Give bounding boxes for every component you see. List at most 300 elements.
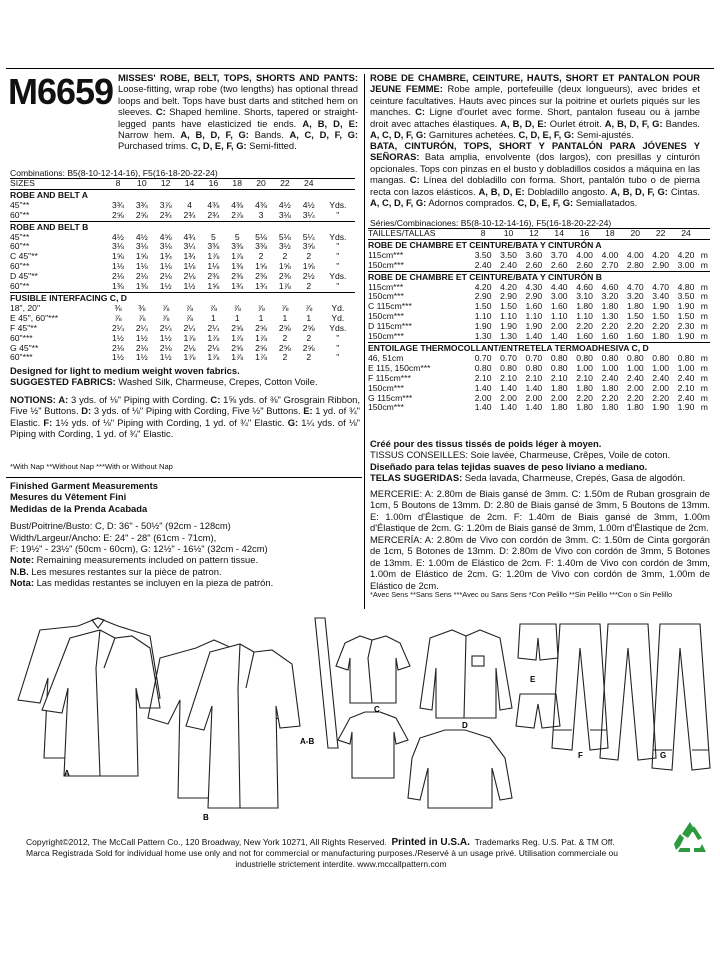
value-cell: m [700, 362, 708, 373]
row-label-cell: 115cm*** [368, 281, 404, 292]
value-cell: 1⅞ [207, 251, 220, 262]
spanish-notions: MERCERÍA: A: 2.80m de Vivo con cordón de 3mm. C: 1.50m de Cinta gorgorán de 1cm, 5 Botones de 13mm. D: 2.80m de Vivo con cordón de 3mm, 5 Botones de 13mm. E: 1.00m de Elástico de 2cm. F: 1.40m de Vivo con cordón de 3mm, 1.00m de Elástico de 2cm. G: 1.20m de Vivo con cordón de 3mm, 1.00m de Elástico de 2cm. [370, 534, 710, 591]
french-notions: MERCERIE: A: 2.80m de Biais gansé de 3mm. C: 1.50m de Ruban grosgrain de 1cm, 5 Boutons de 13mm. D: 2.80 de Biais gansé de 3mm, 5 Boutons de 13mm. E: 1.00m d'Élastique de 2cm. F: 1.40m de Biais gansé de 3mm, 1.00m d'Élastique de 2cm. G: 1.20m de Biais gansé de 3mm, 1.00m d'Élastique de 2cm. [370, 488, 710, 534]
size-header-cell: 10 [496, 229, 521, 240]
es_desc-text-0: Bata amplia, envolvente (dos largos), con presillas y cinturón opcionales. Tops con pinzas en el busto y dobladillos cosidos a máquina en las mangas. [370, 151, 700, 186]
fr_desc-bold-0: ROBE DE CHAMBRE, CEINTURE, HAUTS, SHORT ET PANTALON POUR JEUNE FEMME: [370, 72, 700, 95]
value-cell: 2¾ [207, 209, 220, 220]
view-label-g: G [660, 751, 667, 760]
row-label-cell: 150cm*** [368, 259, 404, 270]
value-cell: 4.20 [474, 281, 492, 292]
value-cell: " [336, 281, 340, 292]
row-label-cell: 18", 20" [10, 302, 40, 313]
value-cell: 1.80 [550, 382, 568, 393]
value-cell: " [336, 332, 340, 343]
row-label-cell: 45"** [10, 199, 30, 210]
row-label-cell: 60"** [10, 281, 30, 292]
value-cell: 2.40 [601, 372, 619, 383]
size-header-cell: 22 [273, 179, 297, 190]
row-label-cell: F 115cm*** [368, 372, 411, 383]
row-label-cell: G 45"** [10, 342, 39, 353]
value-cell: ⅞ [257, 302, 265, 313]
en_desc-bold-4: A, C, D, F, G: [289, 129, 359, 141]
value-cell: 1.60 [525, 301, 543, 312]
value-cell: 2⅝ [231, 322, 244, 333]
value-cell: 5⅛ [278, 231, 291, 242]
value-cell: 3.20 [626, 291, 644, 302]
value-cell: 2⅛ [159, 271, 172, 282]
value-cell: ⅞ [138, 312, 146, 323]
value-cell: " [336, 352, 340, 363]
top-c-back-drawing [338, 712, 408, 778]
value-cell: 1.10 [576, 311, 593, 322]
value-cell: 2⅝ [278, 342, 291, 353]
value-cell: 4 [187, 199, 192, 210]
value-cell: 1⅝ [112, 251, 124, 262]
en_notions-bold-4: F: [43, 416, 53, 428]
value-cell: 1.80 [576, 301, 593, 312]
fr_desc-text-0: Robe ample, portefeuille (deux longueurs), avec brides et ceinture facultatives. Hauts avec pinces sur la poitrine et ourlets piqués sur les manches. [370, 83, 700, 118]
value-cell: 3.50 [677, 291, 695, 302]
value-cell: 5⅛ [255, 231, 268, 242]
fr-designed-for: Créé pour des tissus tissés de poids léger à moyen. [370, 438, 602, 449]
value-cell: 1.50 [652, 311, 670, 322]
fgm-line: Width/Largeur/Ancho: E: 24" - 28" (61cm - 71cm), [10, 531, 217, 543]
value-cell: 1.60 [550, 301, 568, 312]
value-cell: m [700, 281, 708, 292]
value-cell: 3.10 [576, 291, 593, 302]
english-combinations: Combinations: B5(8-10-12-14-16), F5(16-18-20-22-24) [10, 168, 218, 178]
row-label-cell: 46, 51cm [368, 352, 404, 363]
en_notions-text-1: 1⅝ yds. of ⅜" Grosgrain Ribbon, Five ½" Buttons. [10, 394, 360, 417]
value-cell: 1¾ [255, 281, 268, 292]
value-cell: 3.50 [500, 249, 517, 260]
value-cell: 2⅝ [302, 322, 315, 333]
value-cell: 2.20 [601, 392, 619, 403]
value-cell: 4.20 [652, 249, 670, 260]
value-cell: 1.80 [576, 402, 593, 413]
value-cell: 3⅛ [112, 241, 124, 252]
fgm-line: Bust/Poitrine/Busto: C, D: 36" - 50½" (92cm - 128cm) [10, 520, 231, 532]
fr_desc-text-2: Ourlet étroit. [546, 117, 605, 129]
value-cell: 4½ [278, 199, 291, 210]
value-cell: 2 [282, 251, 288, 262]
view-label-b: B [203, 813, 209, 822]
value-cell: 1.00 [677, 362, 695, 373]
table-row [10, 211, 355, 221]
value-cell: 2⅜ [255, 271, 268, 282]
fr_desc-bold-2: A, B, D, E: [500, 117, 547, 129]
value-cell: 1⅜ [231, 261, 244, 272]
value-cell: 2.10 [525, 372, 543, 383]
value-cell: 1.10 [525, 311, 543, 322]
value-cell: 1.00 [652, 362, 670, 373]
size-header-cell: 12 [521, 229, 546, 240]
value-cell: 1.90 [652, 301, 670, 312]
row-label-cell: 150cm*** [368, 291, 404, 302]
view-label-f: F [578, 751, 583, 760]
value-cell: 4.70 [626, 281, 644, 292]
table-row [10, 344, 355, 354]
value-cell: 1⅞ [255, 352, 268, 363]
value-cell: 2⅛ [112, 342, 124, 353]
es_desc-bold-2: A, B, D, E: [478, 185, 525, 197]
view-label-e: E [530, 675, 536, 684]
value-cell: ⅜ [114, 302, 122, 313]
value-cell: 2.60 [525, 259, 543, 270]
row-label-cell: 60"** [10, 241, 30, 252]
size-header-row [368, 229, 710, 240]
value-cell: 4⅜ [231, 199, 244, 210]
english-description [118, 72, 358, 152]
value-cell: 0.80 [550, 352, 568, 363]
size-header-cell: 20 [249, 179, 273, 190]
value-cell: 2⅛ [207, 342, 220, 353]
value-cell: m [700, 321, 708, 332]
value-cell: 1½ [112, 352, 124, 363]
en_notions-text-3: 1 yd. of ¾" Elastic. [10, 405, 360, 428]
value-cell: 1⅞ [231, 251, 244, 262]
row-label-cell: 150cm*** [368, 331, 404, 342]
value-cell: 1½ [159, 332, 172, 343]
view-label-c: C [374, 705, 380, 714]
value-cell: ⅞ [281, 302, 289, 313]
table-row [368, 261, 710, 271]
value-cell: 3.70 [550, 249, 568, 260]
size-header-cell: 20 [623, 229, 648, 240]
value-cell: 1.60 [601, 331, 619, 342]
value-cell: 1.40 [474, 402, 492, 413]
size-header-cell: 14 [178, 179, 202, 190]
value-cell: 2 [306, 352, 312, 363]
value-cell: 4.20 [677, 249, 695, 260]
fr_desc-text-1: Ligne d'ourlet avec forme. Short, pantalon fuseau ou à jambe droit avec attaches élastiques. [370, 106, 701, 129]
row-label-cell: 60"** [10, 261, 30, 272]
value-cell: 1.80 [601, 402, 619, 413]
row-label-cell: E 115, 150cm*** [368, 362, 431, 373]
size-header-cell: 8 [470, 229, 495, 240]
value-cell: 0.80 [601, 352, 619, 363]
value-cell: ⅞ [114, 312, 122, 323]
fr_desc-bold-3: A, B, D, F, G: [604, 117, 663, 129]
value-cell: 4½ [112, 231, 124, 242]
value-cell: 1.00 [626, 362, 644, 373]
en_desc-text-5: Semi-fitted. [246, 140, 297, 152]
fr-suggested-fabrics: TISSUS CONSEILLES: Soie lavée, Charmeuse, Crêpes, Voile de coton. [370, 449, 671, 461]
fr_desc-bold-5: C, D, E, F, G: [518, 129, 575, 141]
value-cell: 0.80 [576, 352, 593, 363]
table-row [10, 282, 355, 292]
value-cell: 3.50 [474, 249, 492, 260]
value-cell: 2¼ [207, 322, 220, 333]
value-cell: 2 [282, 332, 288, 343]
value-cell: 1.90 [677, 301, 695, 312]
value-cell: 0.70 [525, 352, 543, 363]
recycle-icon [672, 820, 708, 854]
value-cell: 0.80 [500, 362, 517, 373]
value-cell: 2.00 [525, 392, 543, 403]
table-row [10, 304, 355, 314]
value-cell: 1.80 [652, 331, 670, 342]
value-cell: 2⅜ [207, 271, 220, 282]
value-cell: 1.10 [474, 311, 492, 322]
es_desc-bold-5: C, D, E, F, G: [517, 197, 574, 209]
finished-measurements [10, 480, 360, 589]
en_desc-bold-5: C, D, E, F, G: [190, 140, 247, 152]
table-section-heading [10, 292, 355, 303]
value-cell: 1⅜ [135, 281, 148, 292]
value-cell: ⅞ [162, 312, 170, 323]
value-cell: 2⅝ [231, 342, 244, 353]
value-cell: 1.80 [601, 382, 619, 393]
value-cell: " [336, 251, 340, 262]
value-cell: 1½ [159, 352, 172, 363]
value-cell: 1.40 [525, 382, 543, 393]
en_desc-text-3: Bands. [248, 129, 290, 141]
value-cell: 4¾ [183, 231, 196, 242]
value-cell: m [700, 301, 708, 312]
value-cell: 0.80 [652, 352, 670, 363]
value-cell: 1⅜ [112, 281, 124, 292]
value-cell: 2⅜ [278, 271, 291, 282]
en_notions-text-0: 3 yds. of ⅛" Piping with Cording. [68, 394, 211, 405]
row-label-cell: C 115cm*** [368, 301, 412, 312]
value-cell: 1.00 [576, 362, 593, 373]
value-cell: 0.80 [474, 362, 492, 373]
fgm-line: F: 19½" - 23½" (50cm - 60cm), G: 12½" - 16½" (32cm - 42cm) [10, 543, 268, 555]
size-header-cell: 12 [154, 179, 178, 190]
value-cell: 1⅛ [112, 261, 124, 272]
value-cell: 1.80 [550, 402, 568, 413]
value-cell: m [700, 311, 708, 322]
value-cell: 2.20 [652, 321, 670, 332]
value-cell: 2.20 [626, 321, 644, 332]
en_notions-bold-3: E: [303, 405, 313, 417]
pattern-number: M6659 [8, 71, 114, 112]
note-fr: N.B. Les mesures restantes sur la pièce de patron. [10, 565, 222, 577]
value-cell: ⅞ [162, 302, 170, 313]
value-cell: 1 [282, 312, 288, 323]
row-label-cell: 60"** [10, 209, 30, 220]
size-header-cell: 18 [225, 179, 249, 190]
value-cell: 2.30 [677, 321, 695, 332]
value-cell: m [700, 392, 708, 403]
size-header-cell: 22 [648, 229, 673, 240]
english-divider [6, 477, 362, 478]
value-cell: ⅞ [185, 302, 194, 313]
size-header-cell: 16 [572, 229, 597, 240]
value-cell: 1.90 [652, 402, 670, 413]
value-cell: 1½ [135, 332, 148, 343]
value-cell: 1⅛ [207, 261, 220, 272]
value-cell: 1.50 [474, 301, 492, 312]
value-cell: " [336, 261, 340, 272]
value-cell: 2¼ [159, 322, 172, 333]
value-cell: 1.90 [474, 321, 492, 332]
value-cell: 4.20 [500, 281, 517, 292]
value-cell: 0.80 [550, 362, 568, 373]
english-notions [10, 394, 360, 440]
value-cell: 1⅞ [278, 281, 291, 292]
value-cell: 3⅛ [278, 209, 291, 220]
section-heading-cell: ENTOILAGE THERMOCOLLANT/ENTRETELA TERMOADHESIVA C, D [368, 342, 710, 353]
value-cell: m [700, 291, 708, 302]
english-fabric-info [10, 365, 360, 388]
value-cell: 0.80 [626, 352, 644, 363]
value-cell: 2.40 [474, 259, 492, 270]
value-cell: 2⅝ [255, 322, 268, 333]
value-cell: 3¾ [112, 199, 124, 210]
value-cell: 2 [306, 251, 312, 262]
value-cell: 1⅞ [183, 332, 196, 343]
value-cell: 1.50 [677, 311, 695, 322]
value-cell: 1.90 [677, 331, 695, 342]
fr_desc-text-5: Semi-ajustés. [574, 129, 634, 141]
value-cell: m [700, 352, 708, 363]
size-header-cell: TAILLES/TALLAS [368, 229, 470, 240]
value-cell: 3¼ [183, 241, 196, 252]
size-header-cell [321, 179, 355, 190]
value-cell: 2⅛ [159, 342, 172, 353]
value-cell: 4.60 [601, 281, 619, 292]
section-heading-cell: ROBE AND BELT A [10, 189, 355, 200]
value-cell: 5¼ [302, 231, 315, 242]
french-nap-note: *Avec Sens **Sans Sens ***Avec ou Sans Sens *Con Pelillo **Sin Pelillo ***Con o Sin Pelillo [370, 590, 673, 599]
en_notions-bold-2: D: [81, 405, 92, 417]
size-header-cell: 8 [106, 179, 130, 190]
size-header-cell: 14 [547, 229, 572, 240]
value-cell: 3⅜ [207, 241, 220, 252]
value-cell: 1½ [135, 352, 148, 363]
size-header-cell: 16 [201, 179, 225, 190]
english-suggested-fabrics: SUGGESTED FABRICS: Washed Silk, Charmeuse, Crepes, Cotton Voile. [10, 376, 318, 388]
value-cell: 4⅜ [207, 199, 220, 210]
value-cell: 3⅛ [135, 241, 148, 252]
robe-b-front-drawing [186, 644, 300, 808]
french-yardage-table [368, 228, 710, 413]
row-label-cell: 60"*** [10, 332, 33, 343]
value-cell: 2¼ [135, 322, 148, 333]
belt-drawing [315, 618, 338, 748]
value-cell: Yd. [331, 302, 345, 313]
value-cell: 2.20 [652, 392, 670, 403]
view-label-d: D [462, 721, 468, 730]
footer-printed: Printed in U.S.A. [391, 837, 470, 848]
value-cell: 1.90 [500, 321, 517, 332]
value-cell: 1⅝ [135, 251, 148, 262]
value-cell: 2¾ [183, 209, 196, 220]
value-cell: 2.10 [576, 372, 593, 383]
value-cell: 3⅛ [159, 241, 172, 252]
value-cell: 2.00 [550, 321, 568, 332]
value-cell: 2.90 [525, 291, 543, 302]
en_desc-text-4: Purchased trims. [118, 140, 191, 152]
value-cell: 1⅛ [183, 261, 196, 272]
value-cell: " [336, 209, 340, 220]
footer [26, 837, 656, 870]
es_desc-text-2: Dobladillo angosto. [524, 185, 611, 197]
fgm-title-en: Finished Garment Measurements [10, 480, 158, 491]
value-cell: 3⅜ [255, 241, 268, 252]
fgm-title-fr: Mesures du Vêtement Fini [10, 491, 127, 503]
value-cell: 1⅞ [183, 352, 196, 363]
table-section-heading [10, 221, 355, 232]
value-cell: 1.30 [474, 331, 492, 342]
es_desc-bold-3: A, B, D, F, G: [610, 185, 668, 197]
pants-g-drawing [600, 624, 710, 770]
value-cell: 2¼ [183, 322, 196, 333]
english-nap-note: *With Nap **Without Nap ***With or Without Nap [10, 462, 173, 471]
value-cell: 4.70 [652, 281, 670, 292]
en_desc-bold-2: A, B, D, E: [302, 117, 358, 129]
value-cell: " [336, 342, 340, 353]
es_desc-text-4: Adornos comprados. [426, 197, 518, 209]
section-heading-cell: ROBE DE CHAMBRE ET CEINTURE/BATA Y CINTURÓN A [368, 239, 710, 250]
value-cell: 1.30 [500, 331, 517, 342]
value-cell: 2⅛ [183, 271, 196, 282]
value-cell: m [700, 382, 708, 393]
fr_desc-text-4: Garnitures achetées. [426, 129, 519, 141]
value-cell: 2⅜ [231, 271, 244, 282]
footer-usage-line: Marca Registrada Sold for individual home use only and not for commercial or manufacturing purposes./Reservé à un usage privé. Utilisation commerciale ou [26, 848, 618, 858]
table-row [10, 324, 355, 334]
value-cell: 3¾ [135, 199, 148, 210]
value-cell: 1.10 [500, 311, 517, 322]
value-cell: 2.40 [626, 372, 644, 383]
en_desc-text-0: Loose-fitting, wrap robe (two lengths) has optional thread loops and belt. Tops have bust darts and stitched hem on sleeves. [118, 83, 358, 118]
value-cell: 3½ [278, 241, 291, 252]
size-header-cell: SIZES [10, 179, 106, 190]
value-cell: 1 [306, 312, 312, 323]
french-combinations: Séries/Combinaciones: B5(8-10-12-14-16), F5(16-18-20-22-24) [370, 218, 612, 228]
value-cell: 2¾ [159, 209, 172, 220]
value-cell: 4⅝ [159, 231, 172, 242]
row-label-cell: D 45"** [10, 271, 38, 282]
section-heading-cell: ROBE AND BELT B [10, 221, 355, 232]
table-row [10, 272, 355, 282]
value-cell: 1⅛ [159, 261, 172, 272]
value-cell: 2.10 [677, 382, 695, 393]
value-cell: 1.80 [576, 382, 593, 393]
shorts-e-drawing [516, 624, 560, 728]
fgm-title-es: Medidas de la Prenda Acabada [10, 502, 148, 514]
value-cell: 2.10 [550, 372, 568, 383]
value-cell: 1.90 [677, 402, 695, 413]
value-cell: 4.00 [626, 249, 644, 260]
value-cell: 3.00 [677, 259, 695, 270]
value-cell: ⅞ [185, 312, 194, 323]
footer-url-line: industrielle strictement interdite. www.mccallpattern.com [235, 859, 447, 869]
es-designed-for: Diseñado para telas tejidas suaves de peso liviano a mediano. [370, 460, 648, 472]
en_desc-bold-1: C: [155, 106, 166, 118]
value-cell: 4.80 [677, 281, 695, 292]
value-cell: 2 [282, 352, 288, 363]
value-cell: 3.00 [550, 291, 568, 302]
size-header-cell: 24 [297, 179, 321, 190]
value-cell: 0.70 [500, 352, 517, 363]
table-row [368, 332, 710, 342]
value-cell: 1⅝ [278, 261, 291, 272]
es_desc-bold-4: A, C, D, F, G: [370, 197, 427, 209]
note-en: Note: Remaining measurements included on pattern tissue. [10, 554, 259, 566]
top-d-back-drawing [408, 730, 512, 808]
value-cell: 2 [258, 251, 264, 262]
en_notions-text-5: 1¼ yds. of ⅛" Piping with Cording, 1 yd. of ¾" Elastic. [10, 416, 360, 440]
value-cell: 3⅝ [302, 241, 315, 252]
value-cell: 1⅞ [207, 352, 220, 363]
value-cell: 1.50 [626, 311, 644, 322]
en_notions-bold-0: NOTIONS: A: [10, 394, 69, 405]
